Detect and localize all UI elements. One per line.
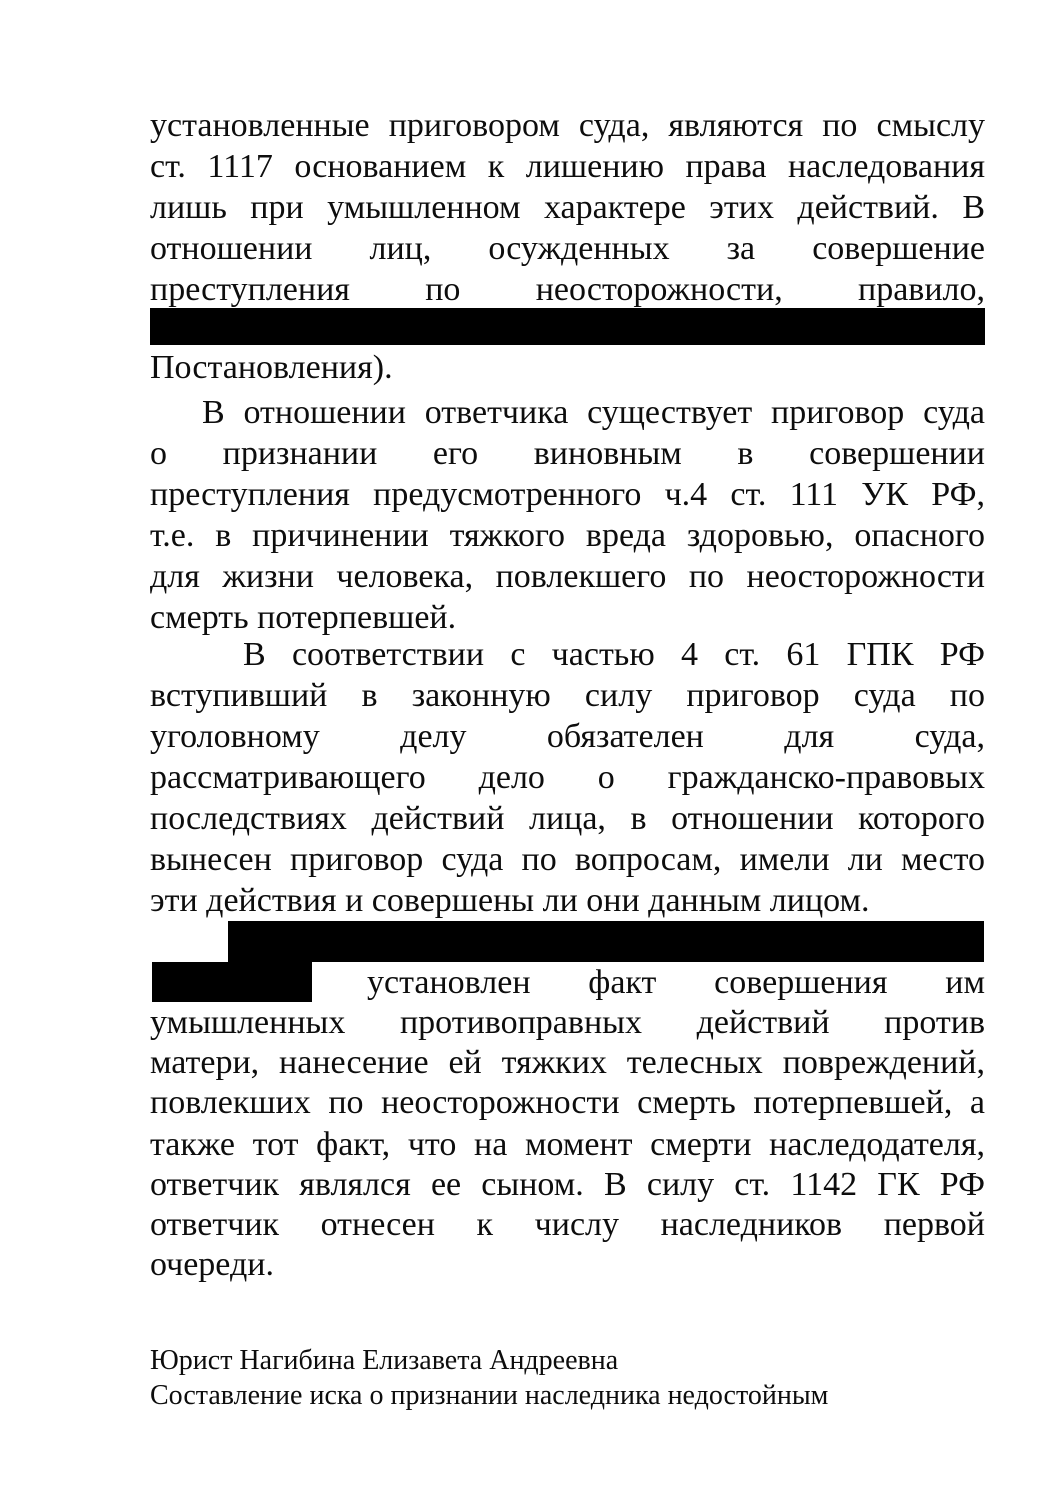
text-line: вынесен приговор суда по вопросам, имели ли место — [150, 841, 985, 878]
text-line: очереди. — [150, 1246, 274, 1283]
text-line: преступления предусмотренного ч.4 ст. 111 УК РФ, — [150, 476, 985, 513]
text-line: Постановления). — [150, 349, 393, 386]
text-line: установлен факт совершения им — [367, 964, 985, 1001]
text-line: для жизни человека, повлекшего по неосторожности — [150, 558, 985, 595]
text-line: В отношении ответчика существует приговор суда — [202, 394, 985, 431]
footer-author-line: Юрист Нагибина Елизавета Андреевна — [150, 1345, 619, 1376]
text-line: эти действия и совершены ли они данным лицом. — [150, 882, 870, 919]
redaction-bar-paragraph-start — [228, 921, 984, 962]
text-line: В соответствии с частью 4 ст. 61 ГПК РФ — [243, 636, 985, 673]
text-line: также тот факт, что на момент смерти наследодателя, — [150, 1126, 985, 1163]
text-line: т.е. в причинении тяжкого вреда здоровью, опасного — [150, 517, 985, 554]
text-line: лишь при умышленном характере этих действий. В — [150, 189, 985, 226]
text-line: ответчик отнесен к числу наследников первой — [150, 1206, 985, 1243]
text-line: умышленных противоправных действий против — [150, 1004, 985, 1041]
text-line: рассматривающего дело о гражданско-правовых — [150, 759, 985, 796]
text-line: матери, нанесение ей тяжких телесных повреждений, — [150, 1044, 985, 1081]
text-line: вступивший в законную силу приговор суда по — [150, 677, 985, 714]
text-line: установленные приговором суда, являются по смыслу — [150, 107, 985, 144]
text-line: смерть потерпевшей. — [150, 599, 457, 636]
text-line: уголовному делу обязателен для суда, — [150, 718, 985, 755]
footer-service-line: Составление иска о признании наследника недостойным — [150, 1380, 829, 1411]
text-line: повлекших по неосторожности смерть потерпевшей, а — [150, 1084, 985, 1121]
text-line: отношении лиц, осужденных за совершение — [150, 230, 985, 267]
text-line: преступления по неосторожности, правило, — [150, 271, 985, 308]
text-line: последствиях действий лица, в отношении которого — [150, 800, 985, 837]
text-line: ст. 1117 основанием к лишению права наследования — [150, 148, 985, 185]
redaction-bar-full-line — [150, 308, 985, 345]
text-line: о признании его виновным в совершении — [150, 435, 985, 472]
text-line: ответчик являлся ее сыном. В силу ст. 1142 ГК РФ — [150, 1166, 985, 1203]
